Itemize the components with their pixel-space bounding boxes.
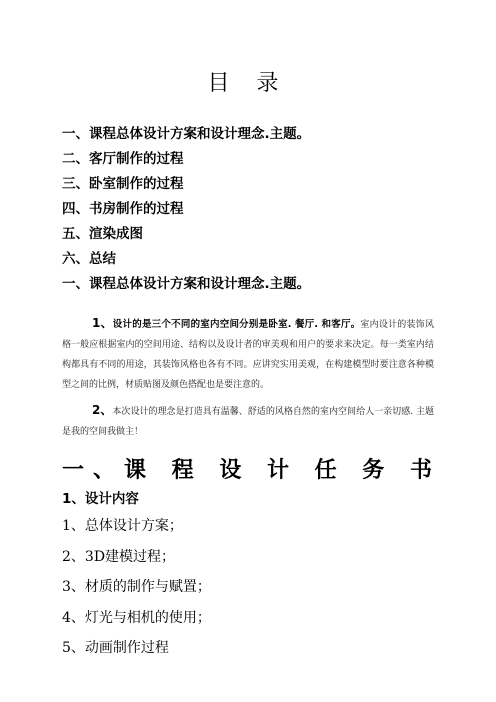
toc-item: 五、渲染成图 xyxy=(62,226,143,242)
task-subtitle: 1、设计内容 xyxy=(62,491,139,507)
task-list xyxy=(62,511,442,664)
paragraph-number: 2、 xyxy=(92,403,113,417)
list-item: 1、总体设计方案； xyxy=(62,518,183,534)
toc-item: 六、总结 xyxy=(62,251,116,267)
toc-item: 一、课程总体设计方案和设计理念.主题。 xyxy=(62,126,311,142)
paragraph-number: 1、 xyxy=(92,316,113,330)
paragraph-body: 本次设计的理念是打造具有温馨、舒适的风格自然的室内空间给人一亲切感. 主题是我的空间我做主！ xyxy=(62,407,434,437)
list-item: 3、材质的制作与赋置； xyxy=(62,579,211,595)
toc-item: 四、书房制作的过程 xyxy=(62,201,184,217)
toc-item: 三、卧室制作的过程 xyxy=(62,176,184,192)
page-title: 目 录 xyxy=(207,71,289,96)
paragraph-body: 室内设计的装饰风格一般应根据室内的空间用途、结构以及设计者的审美观和用户的要求来决定。每一类室内结构都具有不同的用途，其装饰风格也各有不同。应讲究实用美观，在构建模型时要注意各种模型之间的比例，材质贴图及颜色搭配也是要注意的。 xyxy=(62,320,434,390)
list-item: 4、灯光与相机的使用； xyxy=(62,609,211,626)
toc-item: 二、客厅制作的过程 xyxy=(62,151,184,167)
list-item: 5、动画制作过程 xyxy=(62,640,169,656)
design-paragraph-1 xyxy=(62,313,434,395)
task-book-title: 一、课 程 设 计 任 务 书 xyxy=(62,458,441,483)
paragraph-lead: 设计的是三个不同的室内空间分别是卧室. 餐厅. 和客厅。 xyxy=(112,319,361,330)
list-item: 2、3D建模过程； xyxy=(62,548,176,565)
design-paragraph-2 xyxy=(62,400,434,442)
section-heading: 一、课程总体设计方案和设计理念.主题。 xyxy=(62,276,311,292)
table-of-contents xyxy=(62,122,442,297)
